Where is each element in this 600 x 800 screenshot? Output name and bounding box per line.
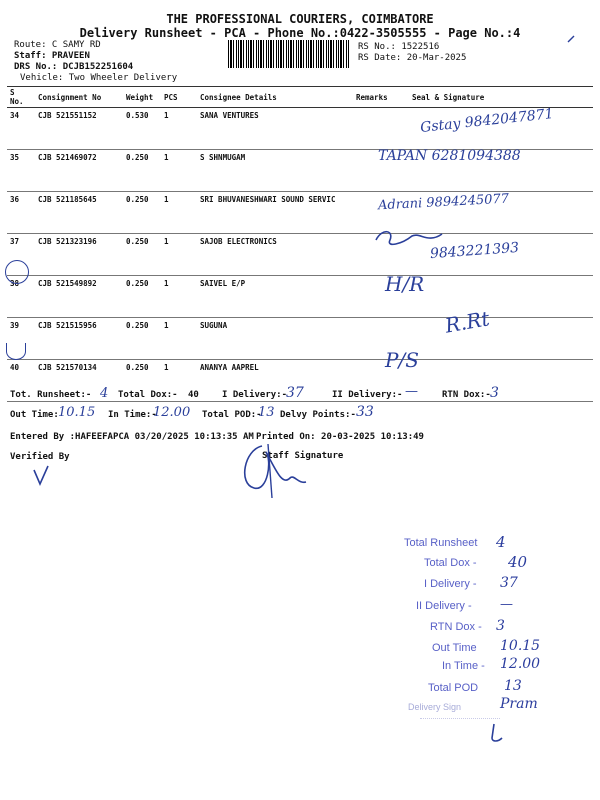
row-consignee: SRI BHUVANESHWARI SOUND SERVIC [197, 192, 353, 234]
signature-row-35: TAPAN 6281094388 [378, 148, 521, 164]
vehicle-label: Vehicle: Two Wheeler Delivery [20, 73, 178, 83]
stamp-row: RTN Dox - 3 [430, 618, 505, 634]
stamp-row: Total Dox - 40 [424, 553, 528, 571]
row-weight: 0.250 [123, 360, 161, 402]
i-delivery-label: I Delivery:- [222, 390, 288, 400]
col-signature: Seal & Signature [409, 87, 593, 108]
row-consignment: CJB 521551152 [35, 108, 123, 150]
row-sno: 34 [7, 108, 35, 150]
row-consignment: CJB 521515956 [35, 318, 123, 360]
runsheet-subtitle: Delivery Runsheet - PCA - Phone No.:0422-3505555 - Page No.:4 [79, 26, 521, 40]
row-pcs: 1 [161, 276, 197, 318]
row-consignee: SUGUNA [197, 318, 353, 360]
row-pcs: 1 [161, 150, 197, 192]
drs-number: DRS No.: DCJB152251604 [14, 62, 134, 72]
out-time-label: Out Time: [10, 410, 59, 420]
row-consignee: SANA VENTURES [197, 108, 353, 150]
signature-scribble-row-37 [372, 226, 452, 250]
col-weight: Weight [123, 87, 161, 108]
stamp-row: In Time - 12.00 [442, 656, 541, 672]
in-time-label: In Time:- [108, 410, 157, 420]
pen-dot-icon [566, 34, 576, 44]
stamp-ghost-line [420, 718, 500, 720]
row-pcs: 1 [161, 192, 197, 234]
stamp-row: Total Runsheet 4 [404, 533, 506, 551]
row-consignment: CJB 521469072 [35, 150, 123, 192]
barcode [228, 40, 350, 68]
row-pcs: 1 [161, 360, 197, 402]
row-sno: 40 [7, 360, 35, 402]
total-runsheet-value: 4 [100, 386, 109, 401]
out-time-value: 10.15 [58, 405, 96, 420]
col-pcs: PCS [161, 87, 197, 108]
table-row [7, 318, 593, 360]
row-sno: 39 [7, 318, 35, 360]
verified-checkmark [30, 464, 54, 488]
row-sno: 38 [7, 276, 35, 318]
ii-delivery-label: II Delivery:- [332, 390, 403, 400]
company-title: THE PROFESSIONAL COURIERS, COIMBATORE [166, 12, 434, 26]
rtn-dox-value: 3 [490, 385, 499, 401]
row-consignment: CJB 521549892 [35, 276, 123, 318]
row-weight: 0.250 [123, 276, 161, 318]
row-pcs: 1 [161, 318, 197, 360]
stamp-row: I Delivery - 37 [424, 575, 518, 591]
row-weight: 0.250 [123, 318, 161, 360]
total-dox-value: 40 [188, 390, 199, 400]
delivery-points-label: Delvy Points:- [280, 410, 356, 420]
signature-row-37: 9843221393 [429, 239, 520, 263]
signature-row-36: Adrani 9894245077 [377, 191, 510, 214]
rs-number: RS No.: 1522516 [358, 42, 440, 52]
staff-label: Staff: PRAVEEN [14, 51, 90, 61]
col-sno: S No. [7, 87, 35, 108]
signature-row-40: P/S [385, 348, 419, 372]
printed-on: Printed On: 20-03-2025 10:13:49 [256, 432, 424, 442]
i-delivery-value: 37 [286, 385, 304, 401]
row-consignee: S SHNMUGAM [197, 150, 353, 192]
rtn-dox-label: RTN Dox:- [442, 390, 491, 400]
stamp-row: Out Time 10.15 [432, 638, 541, 654]
row-38-circle-mark [5, 260, 29, 284]
route-label: Route: C SAMY RD [14, 40, 101, 50]
row-consignee: ANANYA AAPREL [197, 360, 353, 402]
totals-stamp [404, 533, 594, 722]
rs-date: RS Date: 20-Mar-2025 [358, 53, 467, 63]
total-pod-label: Total POD:- [202, 410, 262, 420]
signature-row-39: R.Rt [443, 306, 492, 338]
signature-row-38: H/R [385, 272, 425, 296]
row-consignee: SAIVEL E/P [197, 276, 353, 318]
row-sno: 37 [7, 234, 35, 276]
row-consignment: CJB 521185645 [35, 192, 123, 234]
stamp-row: Total POD 13 [428, 678, 522, 694]
delivery-points-value: 33 [356, 404, 374, 420]
row-consignment: CJB 521323196 [35, 234, 123, 276]
row-consignee: SAJOB ELECTRONICS [197, 234, 353, 276]
signature-row-34: Gstay 9842047871 [419, 106, 555, 136]
staff-signature-scribble [232, 440, 312, 502]
row-weight: 0.530 [123, 108, 161, 150]
table-header-row [7, 87, 593, 108]
in-time-value: 12.00 [153, 405, 191, 420]
pen-mark-icon [486, 722, 506, 744]
row-40-circle-mark [6, 343, 26, 360]
col-remarks: Remarks [353, 87, 409, 108]
total-pod-value: 13 [258, 405, 275, 420]
row-weight: 0.250 [123, 234, 161, 276]
stamp-row: II Delivery - — [416, 597, 513, 612]
total-dox-label: Total Dox:- [118, 390, 178, 400]
entered-by: Entered By :HAFEEFAPCA 03/20/2025 10:13:35 AM [10, 432, 254, 442]
row-consignment: CJB 521570134 [35, 360, 123, 402]
row-pcs: 1 [161, 108, 197, 150]
row-sno: 35 [7, 150, 35, 192]
row-weight: 0.250 [123, 150, 161, 192]
row-sno: 36 [7, 192, 35, 234]
table-row [7, 276, 593, 318]
staff-signature-label: Staff Signature [262, 451, 344, 461]
row-weight: 0.250 [123, 192, 161, 234]
total-runsheet-label: Tot. Runsheet:- [10, 390, 92, 400]
stamp-row: Delivery Sign Pram [408, 696, 538, 712]
col-consignee: Consignee Details [197, 87, 353, 108]
verified-by-label: Verified By [10, 452, 70, 462]
ii-delivery-value: — [405, 384, 418, 399]
row-pcs: 1 [161, 234, 197, 276]
col-consignment: Consignment No [35, 87, 123, 108]
